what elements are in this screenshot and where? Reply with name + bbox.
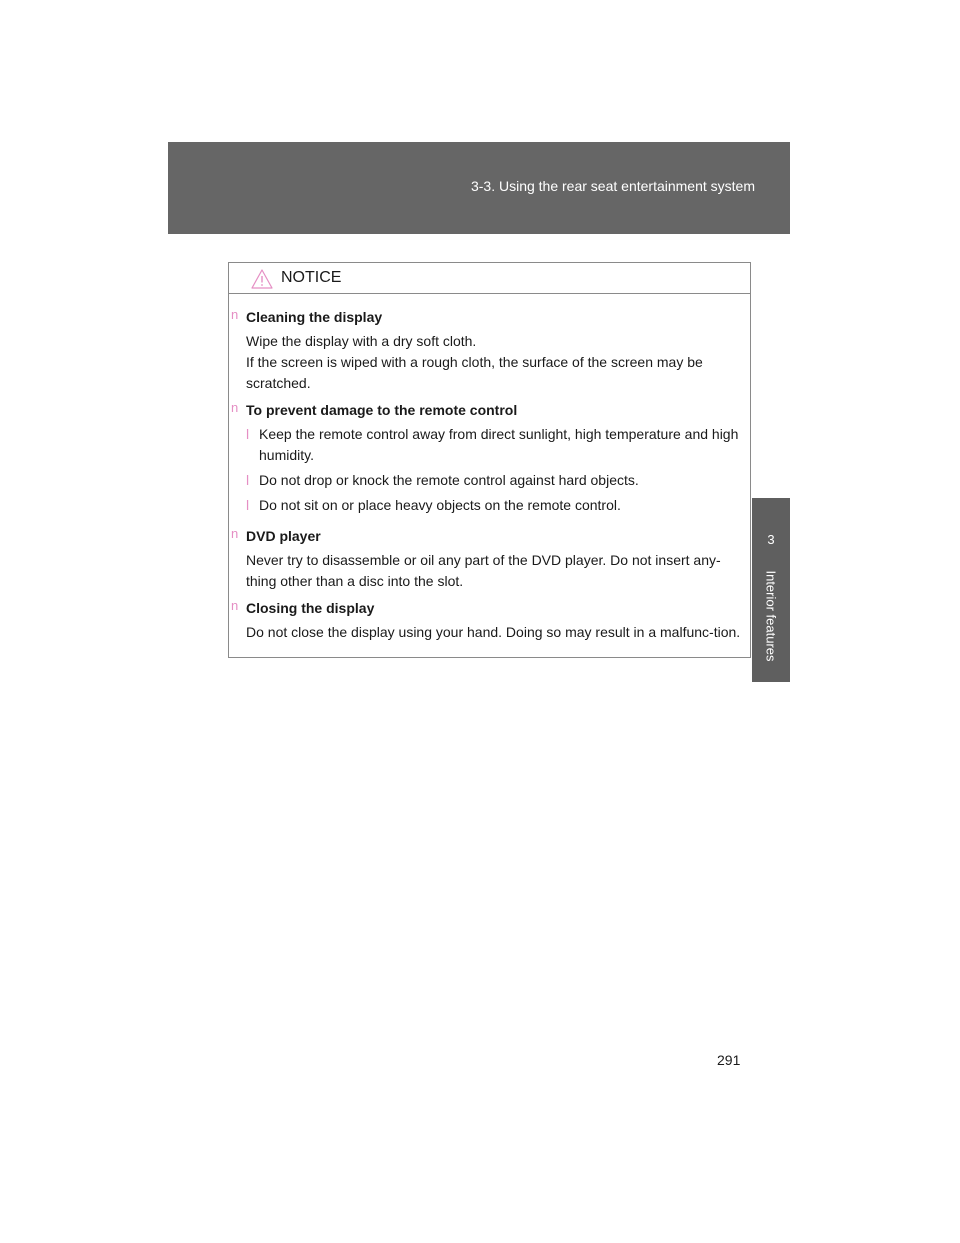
section-bullet: n	[231, 598, 239, 613]
chapter-side-tab	[752, 498, 790, 682]
sub-list	[229, 424, 750, 516]
list-item-text: Keep the remote control away from direct sunlight, high temperature and high humidity.	[259, 426, 739, 463]
notice-title: NOTICE	[281, 269, 342, 286]
section-bullet: n	[231, 526, 239, 541]
section-text: Never try to disassemble or oil any part of the DVD player. Do not insert any-thing other than a disc into the slot.	[246, 552, 721, 589]
list-item-text: Do not sit on or place heavy objects on the remote control.	[259, 497, 621, 513]
notice-header	[229, 263, 750, 294]
list-bullet: l	[246, 426, 250, 442]
list-item	[246, 470, 744, 491]
section-text: Do not close the display using your hand. Doing so may result in a malfunc-tion.	[246, 624, 741, 640]
list-item-text: Do not drop or knock the remote control against hard objects.	[259, 472, 639, 488]
header-band	[168, 142, 790, 234]
notice-section-cleaning	[229, 307, 750, 394]
section-heading: Cleaning the display	[246, 309, 383, 325]
list-bullet: l	[246, 497, 250, 513]
chapter-number: 3	[767, 532, 775, 547]
list-bullet: l	[246, 472, 250, 488]
section-bullet: n	[231, 307, 239, 322]
section-text-line: If the screen is wiped with a rough cloth, the surface of the screen may be scratched.	[246, 354, 703, 391]
section-heading: To prevent damage to the remote control	[246, 402, 518, 418]
list-item	[246, 495, 744, 516]
list-item	[246, 424, 744, 466]
warning-triangle-icon	[251, 269, 273, 289]
section-title: 3-3. Using the rear seat entertainment system	[470, 178, 755, 194]
notice-section-closing	[229, 598, 750, 643]
chapter-name: Interior features	[763, 570, 779, 662]
page-number: 291	[717, 1052, 741, 1068]
section-heading: DVD player	[246, 528, 321, 544]
section-bullet: n	[231, 400, 239, 415]
section-heading: Closing the display	[246, 600, 375, 616]
section-text	[246, 331, 744, 394]
section-text-line: Wipe the display with a dry soft cloth.	[246, 333, 477, 349]
notice-section-dvd	[229, 526, 750, 592]
notice-body	[229, 294, 750, 643]
notice-box	[228, 262, 751, 658]
notice-section-remote	[229, 400, 750, 516]
